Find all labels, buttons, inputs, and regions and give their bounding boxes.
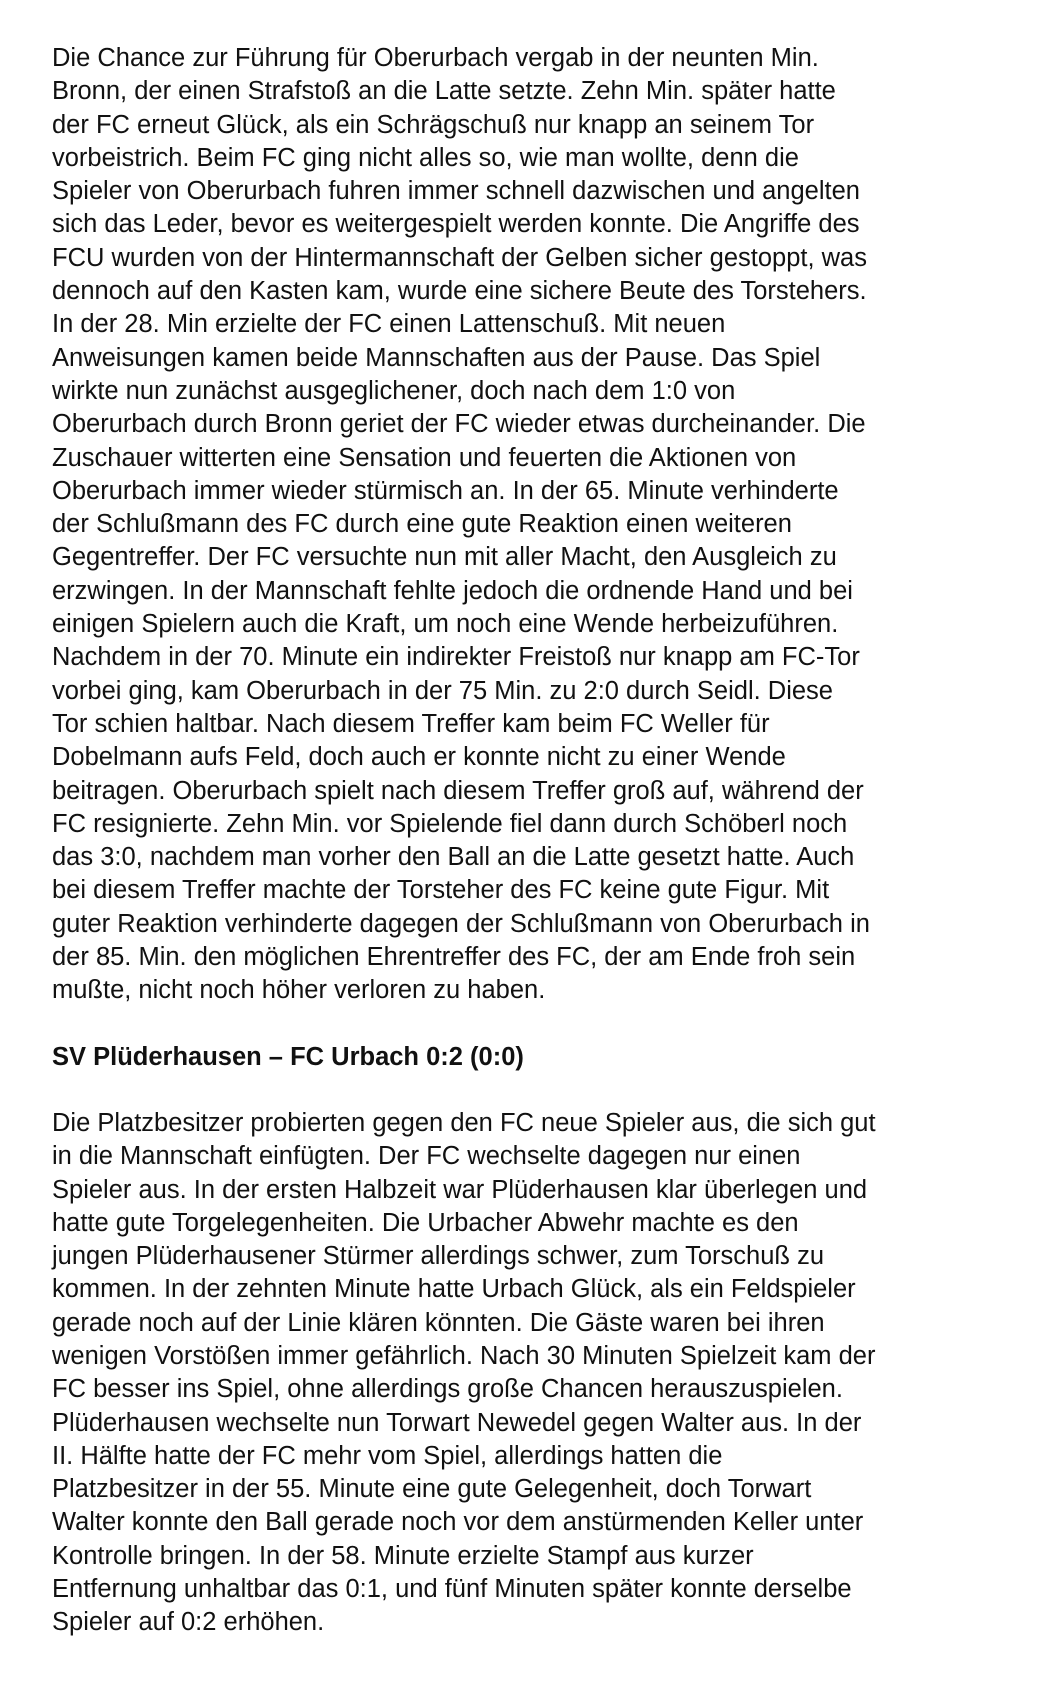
match-report-paragraph-2: Die Platzbesitzer probierten gegen den FC neue Spieler aus, die sich gut in die Mannschaft einfügten. Der FC wechselte dagegen nur einen Spieler aus. In der ersten Halbzeit war Plüderhausen klar überlegen und hatte gute Torgelegenheiten. Die Urbacher Abwehr machte es den jungen Plüderhausener Stürmer allerdings schwer, zum Torschuß zu kommen. In der zehnten Minute hatte Urbach Glück, als ein Feldspieler gerade noch auf der Linie klären könnten. Die Gäste waren bei ihren wenigen Vorstößen immer gefährlich. Nach 30 Minuten Spielzeit kam der FC besser ins Spiel, ohne allerdings große Chancen herauszuspielen. Plüderhausen wechselte nun Torwart Newedel gegen Walter aus. In der II. Hälfte hatte der FC mehr vom Spiel, allerdings hatten die Platzbesitzer in der 55. Minute eine gute Gelegenheit, doch Torwart Walter konnte den Ball gerade noch vor dem anstürmenden Keller unter Kontrolle bringen. In der 58. Minute erzielte Stampf aus kurzer Entfernung unhaltbar das 0:1, und fünf Minuten später konnte derselbe Spieler auf 0:2 erhöhen.	[52, 1108, 876, 1637]
match-heading: SV Plüderhausen – FC Urbach 0:2 (0:0)	[52, 1042, 524, 1071]
match-report-paragraph-1: Die Chance zur Führung für Oberurbach vergab in der neunten Min. Bronn, der einen Strafstoß an die Latte setzte. Zehn Min. später hatte der FC erneut Glück, als ein Schrägschuß nur knapp an seinem Tor vorbeistrich. Beim FC ging nicht alles so, wie man wollte, denn die Spieler von Oberurbach fuhren immer schnell dazwischen und angelten sich das Leder, bevor es weitergespielt werden konnte. Die Angriffe des FCU wurden von der Hintermannschaft der Gelben sicher gestoppt, was dennoch auf den Kasten kam, wurde eine sichere Beute des Torstehers. In der 28. Min erzielte der FC einen Lattenschuß. Mit neuen Anweisungen kamen beide Mannschaften aus der Pause. Das Spiel wirkte nun zunächst ausgeglichener, doch nach dem 1:0 von Oberurbach durch Bronn geriet der FC wieder etwas durcheinander. Die Zuschauer witterten eine Sensation und feuerten die Aktionen von Oberurbach immer wieder stürmisch an. In der 65. Minute verhinderte der Schlußmann des FC durch eine gute Reaktion einen weiteren Gegentreffer. Der FC versuchte nun mit aller Macht, den Ausgleich zu erzwingen. In der Mannschaft fehlte jedoch die ordnende Hand und bei einigen Spielern auch die Kraft, um noch eine Wende herbeizuführen. Nachdem in der 70. Minute ein indirekter Freistoß nur knapp am FC-Tor vorbei ging, kam Oberurbach in der 75 Min. zu 2:0 durch Seidl. Diese Tor schien haltbar. Nach diesem Treffer kam beim FC Weller für Dobelmann aufs Feld, doch auch er konnte nicht zu einer Wende beitragen. Oberurbach spielt nach diesem Treffer groß auf, während der FC resignierte. Zehn Min. vor Spielende fiel dann durch Schöberl noch das 3:0, nachdem man vorher den Ball an die Latte gesetzt hatte. Auch bei diesem Treffer machte der Torsteher des FC keine gute Figur. Mit guter Reaktion verhinderte dagegen der Schlußmann von Oberurbach in der 85. Min. den möglichen Ehrentreffer des FC, der am Ende froh sein mußte, nicht noch höher verloren zu haben.	[52, 44, 870, 1005]
document-page	[52, 42, 1012, 1640]
